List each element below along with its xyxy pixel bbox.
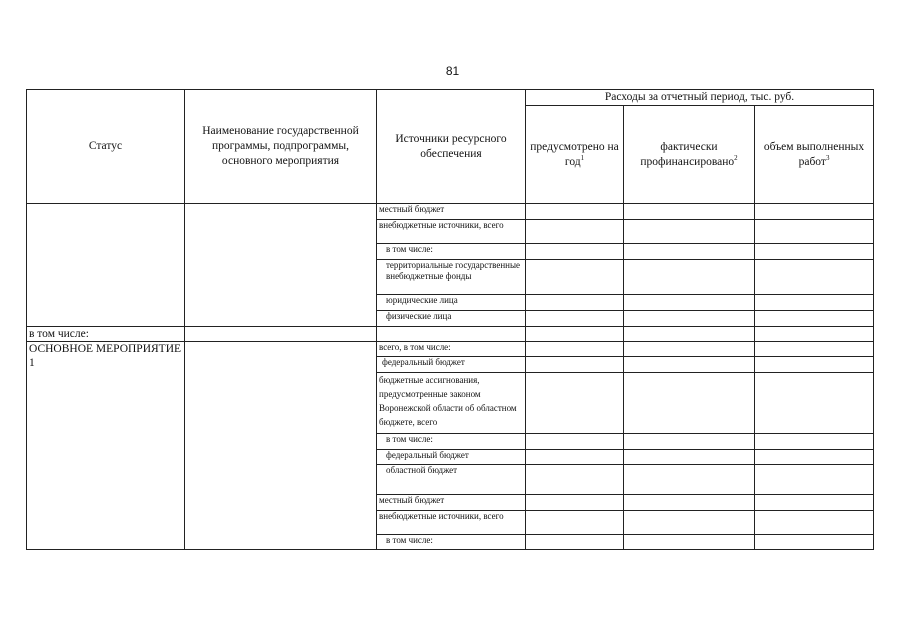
source-cell: территориальные государственные внебюджетные фонды (377, 260, 526, 295)
header-program-name: Наименование государственной программы, подпрограммы, основного мероприятия (185, 90, 377, 204)
source-cell: местный бюджет (377, 495, 526, 511)
header-resource-source: Источники ресурсного обеспечения (377, 90, 526, 204)
subheader-row (27, 327, 874, 342)
source-cell: в том числе: (377, 535, 526, 550)
header-row-1 (27, 90, 874, 106)
source-cell: местный бюджет (377, 204, 526, 220)
table-row (27, 342, 874, 357)
source-cell: бюджетные ассигнования, предусмотренные законом Воронежской области об областном бюджете, всего (377, 373, 526, 434)
status-main-activity: ОСНОВНОЕ МЕРОПРИЯТИЕ 1 (27, 342, 185, 550)
header-status: Статус (27, 90, 185, 204)
table-row (27, 204, 874, 220)
source-cell: федеральный бюджет (377, 450, 526, 465)
header-works: объем выполненных работ$^3$ (755, 106, 874, 204)
name-cell-empty (185, 204, 377, 327)
source-cell: физические лица (377, 311, 526, 327)
source-cell: в том числе: (377, 244, 526, 260)
source-cell: областной бюджет (377, 465, 526, 495)
source-cell: внебюджетные источники, всего (377, 511, 526, 535)
source-cell: в том числе: (377, 434, 526, 450)
header-expenses-group: Расходы за отчетный период, тыс. руб. (526, 90, 874, 106)
subheader-label: в том числе: (27, 327, 185, 342)
source-cell: федеральный бюджет (377, 357, 526, 373)
page-number: 81 (445, 64, 460, 78)
header-planned: предусмотрено на год$^1$ (526, 106, 624, 204)
header-financed: фактически профинансировано$^2$ (624, 106, 755, 204)
status-cell-empty (27, 204, 185, 327)
source-cell: юридические лица (377, 295, 526, 311)
source-cell: всего, в том числе: (377, 342, 526, 357)
source-cell: внебюджетные источники, всего (377, 220, 526, 244)
report-table (26, 89, 874, 550)
name-cell-empty (185, 342, 377, 550)
